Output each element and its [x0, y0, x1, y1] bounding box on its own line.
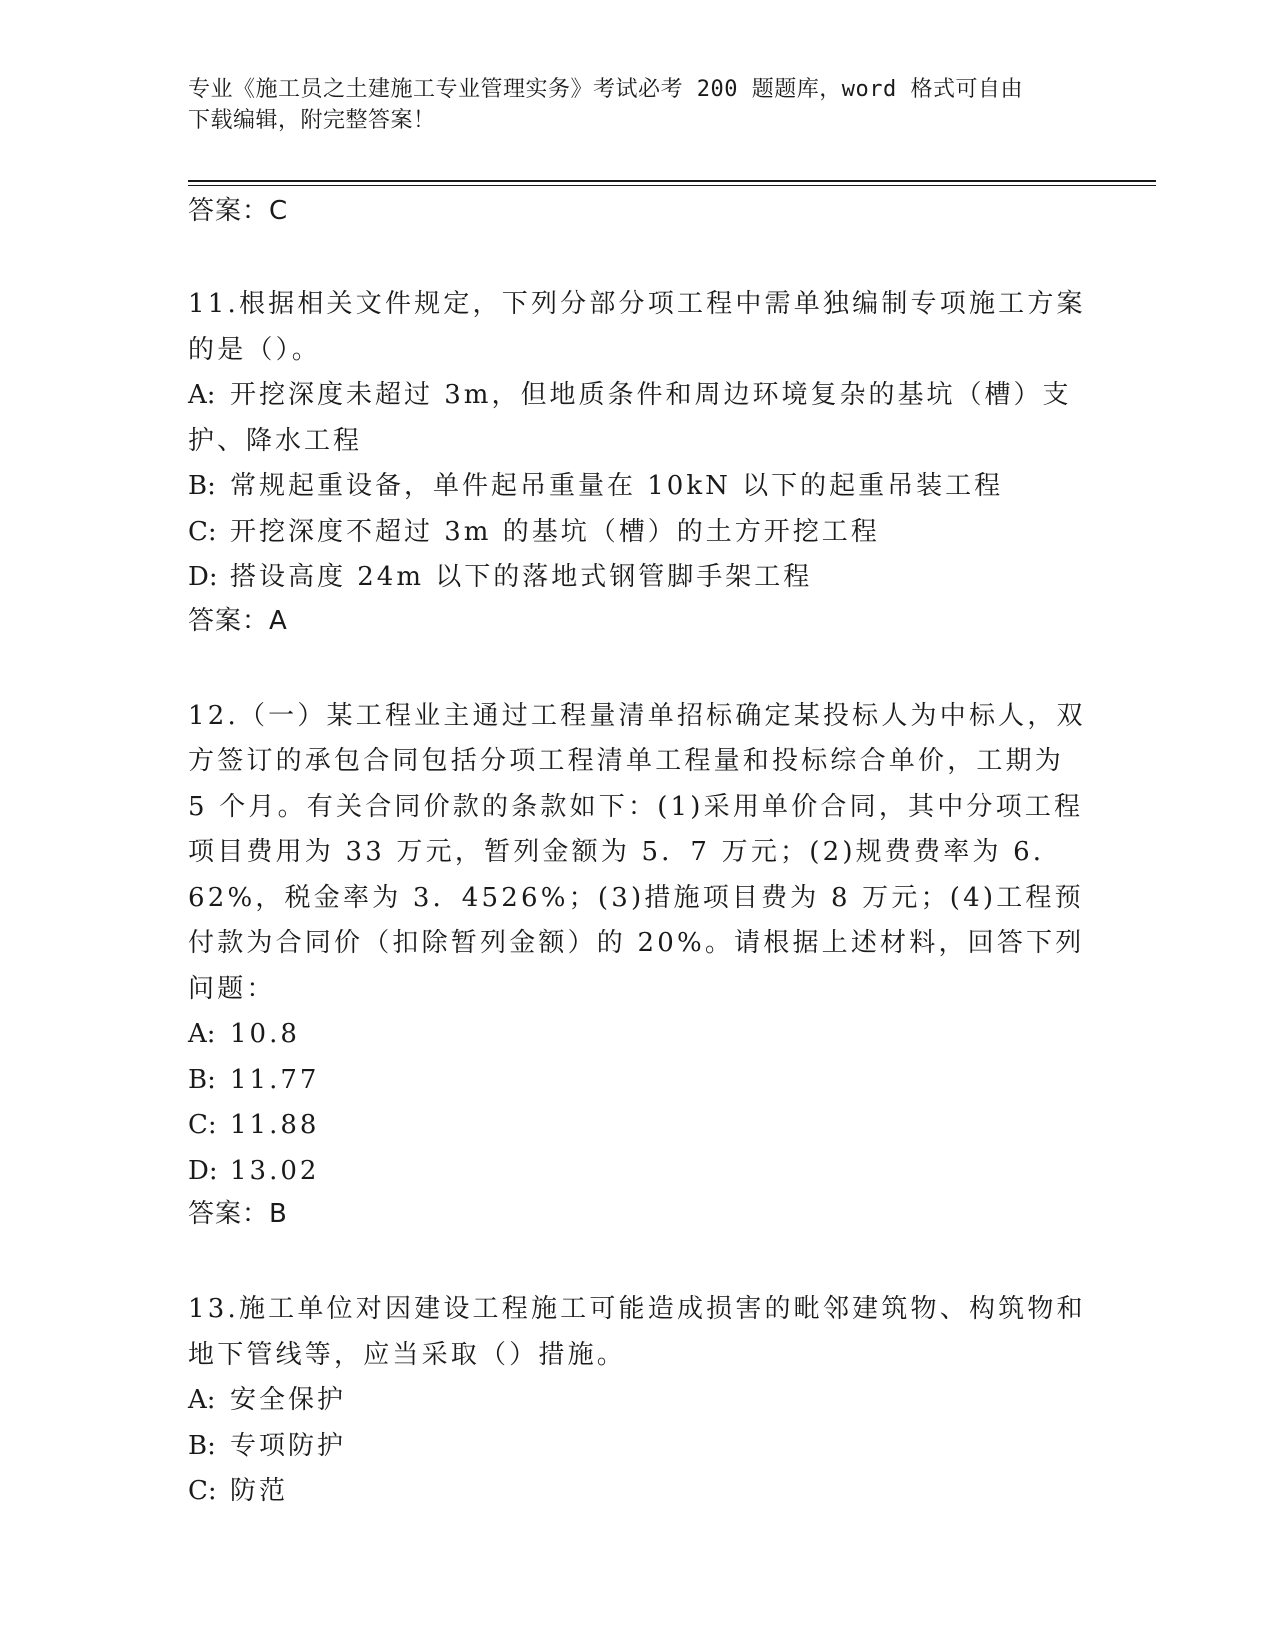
option-a — [188, 1378, 1088, 1424]
option-text: 13.02 — [230, 1155, 320, 1186]
option-label: A: — [188, 1019, 216, 1049]
option-c — [188, 1469, 1088, 1515]
header-divider — [188, 180, 1156, 182]
option-b — [188, 1424, 1088, 1470]
option-label: A: — [188, 380, 216, 410]
option-text: 10.8 — [230, 1019, 300, 1049]
header-line-2: 下载编辑，附完整答案！ — [188, 108, 436, 133]
option-label: B: — [188, 471, 216, 501]
option-label: A: — [188, 1385, 216, 1415]
question-11 — [188, 282, 1088, 641]
option-label: C: — [188, 516, 217, 547]
option-a — [188, 1012, 1088, 1058]
question-12 — [188, 694, 1088, 1235]
option-text: 安全保护 — [230, 1385, 347, 1415]
question-list — [188, 282, 1088, 1568]
question-stem: 12.（一）某工程业主通过工程量清单招标确定某投标人为中标人，双方签订的承包合同包括分项工程清单工程量和投标综合单价，工期为 5 个月。有关合同价款的条款如下：(1)采用单价合同，其中分项工程项目费用为 33 万元，暂列金额为 5．7 万元；(2)规费费率为 6．62%，税金率为 3．4526%；(3)措施项目费为 8 万元；(4)工程预付款为合同价（扣除暂列金额）的 20%。请根据上述材料，回答下列问题： — [188, 700, 1086, 1004]
option-label: C: — [188, 1110, 217, 1140]
option-c — [188, 1103, 1088, 1149]
option-text: 11.88 — [230, 1110, 320, 1140]
option-text: 11.77 — [230, 1064, 320, 1095]
option-label: B: — [188, 1064, 216, 1095]
option-text: 开挖深度未超过 3m，但地质条件和周边环境复杂的基坑（槽）支护、降水工程 — [188, 380, 1072, 456]
option-label: D: — [188, 1155, 218, 1186]
option-b — [188, 464, 1088, 510]
option-b — [188, 1058, 1088, 1104]
header-divider-thin — [188, 185, 1156, 186]
option-text: 搭设高度 24m 以下的落地式钢管脚手架工程 — [230, 562, 813, 592]
option-label: D: — [188, 562, 218, 592]
option-d — [188, 1149, 1088, 1195]
option-label: C: — [188, 1476, 217, 1506]
option-label: B: — [188, 1430, 216, 1461]
previous-answer: 答案：C — [188, 196, 289, 226]
answer-line: 答案：A — [188, 605, 288, 636]
option-c — [188, 510, 1088, 556]
header-line-1: 专业《施工员之土建施工专业管理实务》考试必考 200 题题库，word 格式可自由 — [188, 77, 1023, 102]
option-text: 开挖深度不超过 3m 的基坑（槽）的土方开挖工程 — [230, 516, 880, 547]
option-text: 常规起重设备，单件起吊重量在 10kN 以下的起重吊装工程 — [230, 471, 1004, 501]
option-a — [188, 373, 1088, 464]
question-stem: 13.施工单位对因建设工程施工可能造成损害的毗邻建筑物、构筑物和地下管线等，应当采取（）措施。 — [188, 1294, 1086, 1370]
question-stem: 11.根据相关文件规定，下列分部分项工程中需单独编制专项施工方案的是（）。 — [188, 289, 1086, 365]
question-13 — [188, 1287, 1088, 1515]
option-text: 防范 — [230, 1476, 289, 1506]
option-d — [188, 555, 1088, 601]
option-text: 专项防护 — [230, 1430, 347, 1461]
answer-line: 答案：B — [188, 1199, 288, 1229]
document-header — [188, 74, 1088, 136]
